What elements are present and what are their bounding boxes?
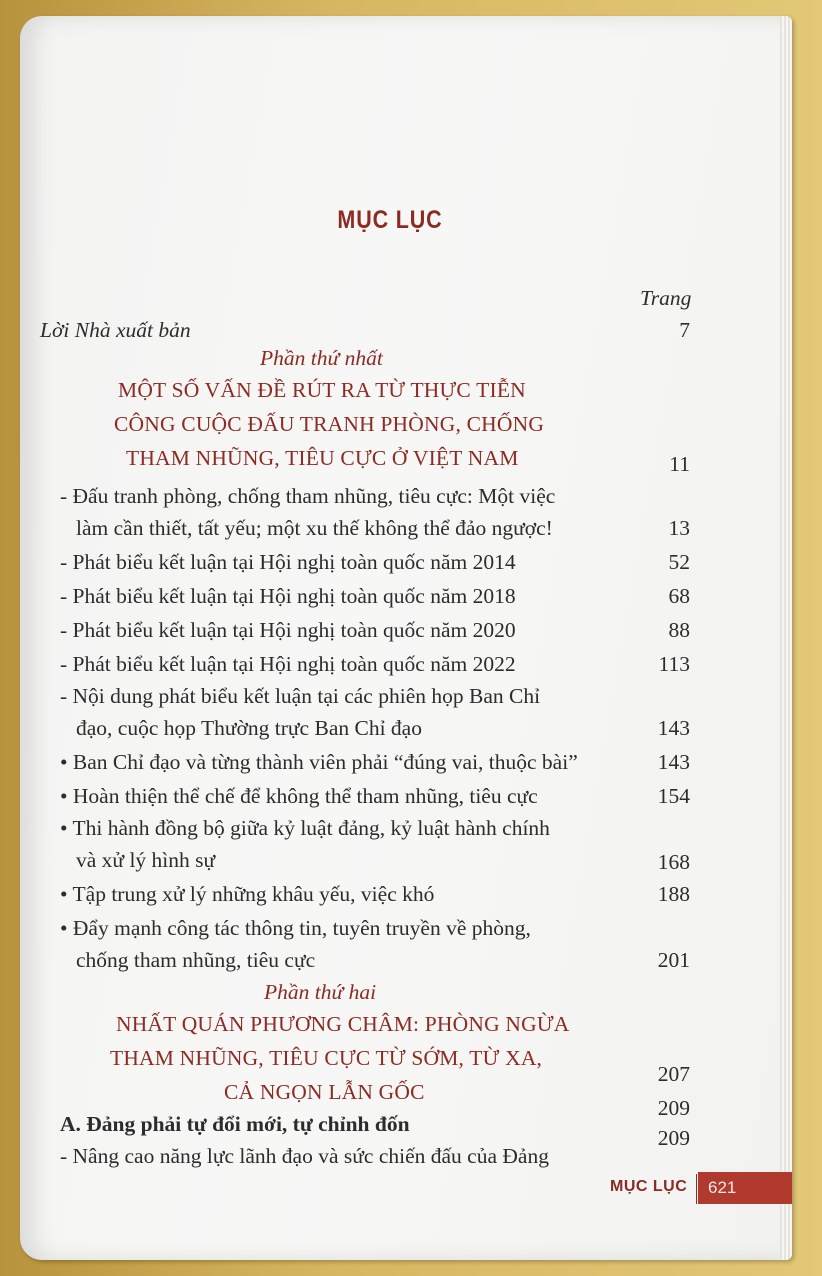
toc-page-number: 143: [657, 716, 690, 740]
toc-page-number: 168: [657, 850, 690, 874]
toc-entry: - Nội dung phát biểu kết luận tại các phiên họp Ban Chỉ: [60, 684, 541, 708]
toc-page-number: 209: [657, 1096, 690, 1120]
toc-page-number: 52: [668, 550, 690, 574]
toc-entry: - Đấu tranh phòng, chống tham nhũng, tiêu cực: Một việc: [60, 484, 556, 508]
footer-divider: [696, 1174, 697, 1204]
part-two-title-line: THAM NHŨNG, TIÊU CỰC TỪ SỚM, TỪ XA,: [110, 1046, 543, 1070]
toc-page-number: 201: [657, 948, 690, 972]
page-number-badge: 621: [698, 1172, 792, 1204]
toc-subentry: • Thi hành đồng bộ giữa kỷ luật đảng, kỷ luật hành chính: [60, 816, 550, 840]
toc-subentry: • Tập trung xử lý những khâu yếu, việc khó: [60, 882, 435, 906]
toc-subentry: • Hoàn thiện thể chế để không thể tham nhũng, tiêu cực: [60, 784, 538, 808]
toc-page-number: 143: [657, 750, 690, 774]
toc-subentry: • Ban Chỉ đạo và từng thành viên phải “đúng vai, thuộc bài”: [60, 750, 578, 774]
part-two-title-line: NHẤT QUÁN PHƯƠNG CHÂM: PHÒNG NGỪA: [116, 1012, 570, 1036]
part-two-label: Phần thứ hai: [264, 980, 377, 1004]
toc-entry-publisher-note: Lời Nhà xuất bản: [40, 318, 191, 342]
toc-page-number: 11: [669, 452, 690, 476]
page-edge: [780, 16, 792, 1260]
part-two-title-line: CẢ NGỌN LẪN GỐC: [224, 1080, 425, 1104]
toc-subentry-continued: và xử lý hình sự: [76, 848, 216, 872]
page-column-label: Trang: [640, 286, 692, 310]
toc-page-number: 68: [668, 584, 690, 608]
toc-entry: - Phát biểu kết luận tại Hội nghị toàn quốc năm 2022: [60, 652, 516, 676]
toc-page-number: 154: [657, 784, 690, 808]
toc-entry-continued: đạo, cuộc họp Thường trực Ban Chỉ đạo: [76, 716, 422, 740]
toc-page-number: 209: [657, 1126, 690, 1150]
part-one-title-line: MỘT SỐ VẤN ĐỀ RÚT RA TỪ THỰC TIỄN: [118, 378, 526, 402]
toc-entry: - Phát biểu kết luận tại Hội nghị toàn quốc năm 2020: [60, 618, 516, 642]
toc-subentry: • Đẩy mạnh công tác thông tin, tuyên truyền về phòng,: [60, 916, 531, 940]
page-title: MỤC LỤC: [337, 206, 443, 234]
part-one-label: Phần thứ nhất: [260, 346, 383, 370]
toc-page-number: 88: [668, 618, 690, 642]
toc-page-number: 188: [657, 882, 690, 906]
part-one-title-line: CÔNG CUỘC ĐẤU TRANH PHÒNG, CHỐNG: [114, 412, 545, 436]
running-footer-label: MỤC LỤC: [610, 1178, 688, 1195]
toc-page-number: 7: [679, 318, 690, 342]
toc-entry: - Phát biểu kết luận tại Hội nghị toàn quốc năm 2014: [60, 550, 516, 574]
toc-entry: - Nâng cao năng lực lãnh đạo và sức chiến đấu của Đảng: [60, 1144, 549, 1168]
toc-subentry-continued: chống tham nhũng, tiêu cực: [76, 948, 316, 972]
toc-section-heading: A. Đảng phải tự đổi mới, tự chỉnh đốn: [60, 1112, 410, 1136]
toc-page-number: 207: [657, 1062, 690, 1086]
book-page: [20, 16, 792, 1260]
toc-entry: - Phát biểu kết luận tại Hội nghị toàn quốc năm 2018: [60, 584, 516, 608]
toc-page-number: 113: [658, 652, 690, 676]
part-one-title-line: THAM NHŨNG, TIÊU CỰC Ở VIỆT NAM: [126, 446, 519, 470]
toc-entry-continued: làm cần thiết, tất yếu; một xu thế không thể đảo ngược!: [76, 516, 553, 540]
toc-page-number: 13: [668, 516, 690, 540]
